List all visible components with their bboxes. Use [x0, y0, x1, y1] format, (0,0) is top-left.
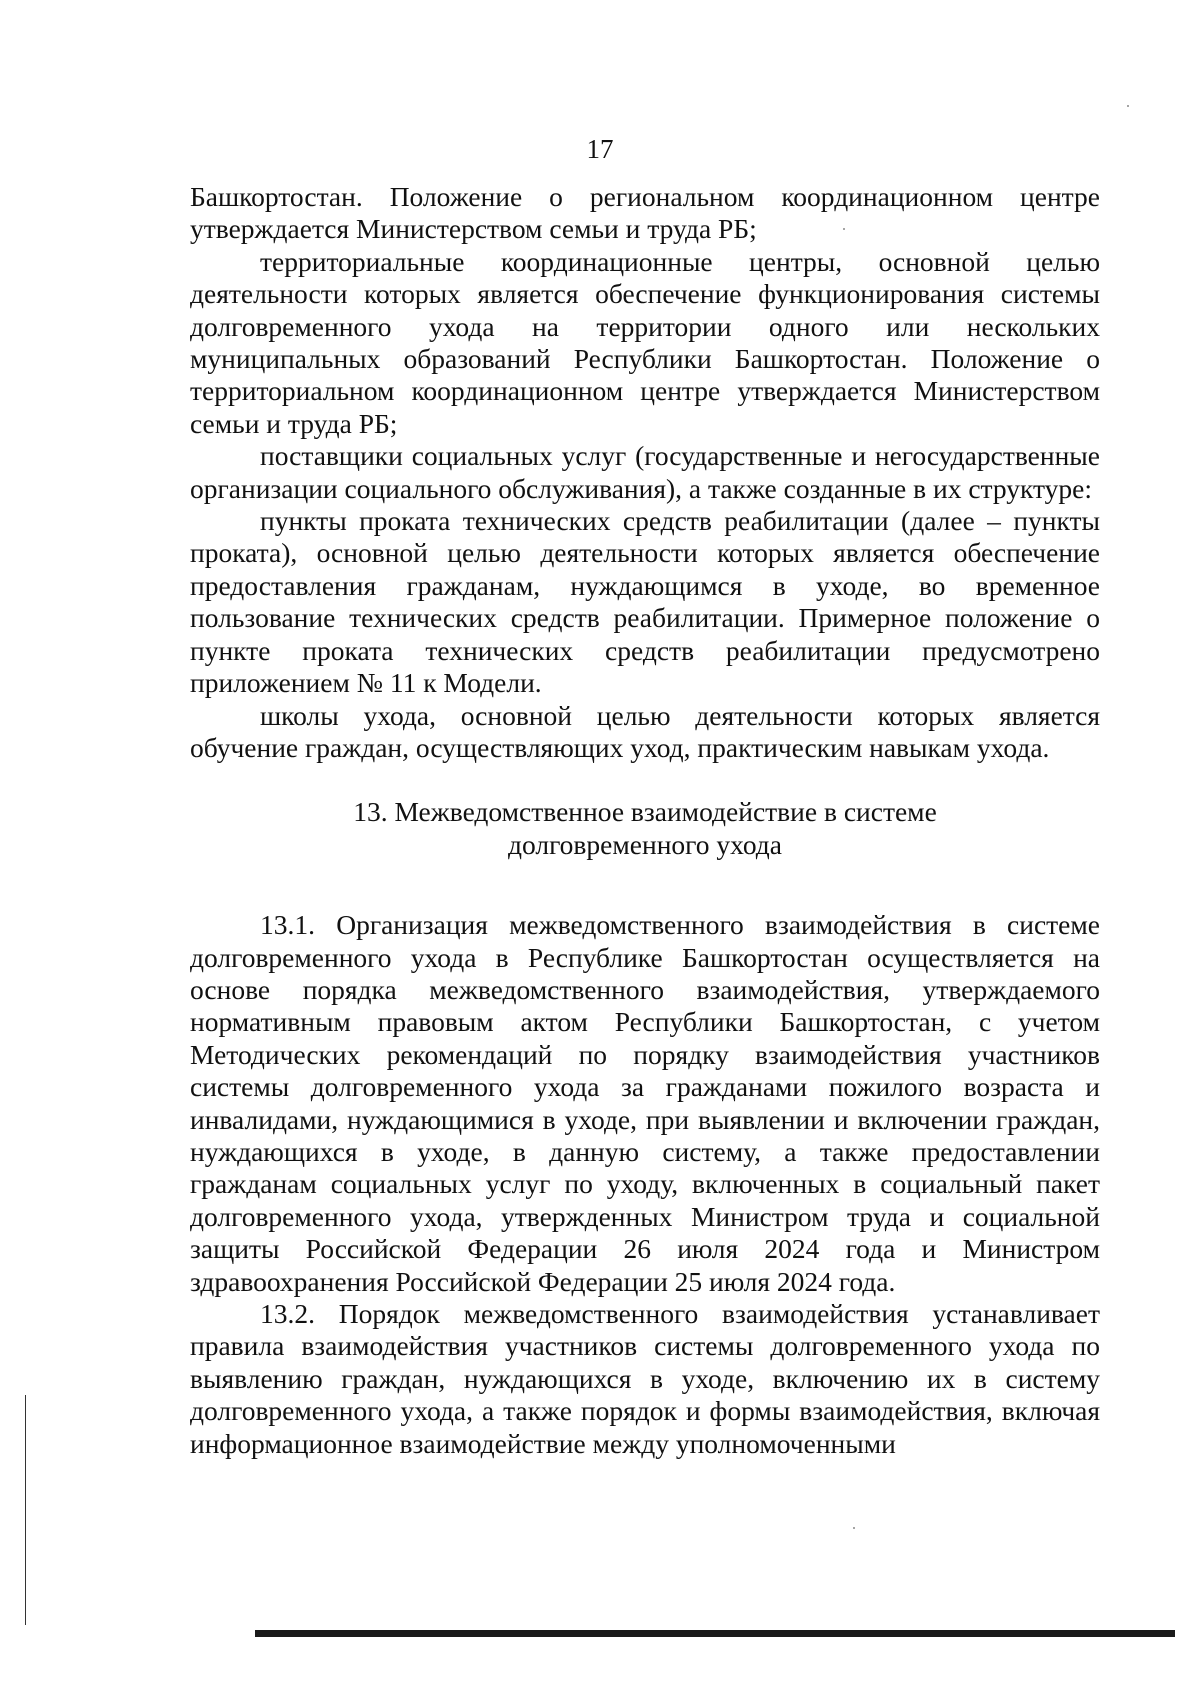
paragraph: 13.1. Организация межведомственного взаимодействия в системе долговременного ухода в Республике Башкортостан осуществляется на основе порядка межведомственного взаимодействия, утверждаемого нормативным правовым актом Республики Башкортостан, с учетом Методических рекомендаций по порядку взаимодействия участников системы долговременного ухода за гражданами пожилого возраста и инвалидами, нуждающимися в уходе, при выявлении и включении граждан, нуждающихся в уходе, в данную систему, а также предоставлении гражданам социальных услуг по уходу, включенных в социальный пакет долговременного ухода, утвержденных Министром труда и социальной защиты Российской Федерации 26 июля 2024 года и Министром здравоохранения Российской Федерации 25 июля 2024 года. — [190, 909, 1100, 1297]
paragraph: поставщики социальных услуг (государственные и негосударственные организации социального обслуживания), а также созданные в их структуре: — [190, 440, 1100, 504]
section-heading-line: 13. Межведомственное взаимодействие в системе — [353, 796, 937, 828]
scan-speck — [853, 1527, 855, 1529]
section-heading-line: долговременного ухода — [507, 828, 782, 860]
scan-margin-line — [25, 1395, 26, 1625]
page-number: 17 — [586, 134, 614, 164]
document-body — [190, 181, 1100, 1460]
paragraph: 13.2. Порядок межведомственного взаимодействия устанавливает правила взаимодействия участников системы долговременного ухода по выявлению граждан, нуждающихся в уходе, включению их в систему долговременного ухода, а также порядок и формы взаимодействия, включая информационное взаимодействие между уполномоченными — [190, 1298, 1100, 1459]
scan-bottom-edge — [255, 1630, 1175, 1637]
paragraph: школы ухода, основной целью деятельности которых является обучение граждан, осуществляющих уход, практическим навыкам ухода. — [190, 699, 1100, 763]
paragraph: пункты проката технических средств реабилитации (далее – пункты проката), основной целью деятельности которых является обеспечение предоставления гражданам, нуждающимся в уходе, во временное пользование технических средств реабилитации. Примерное положение о пункте проката технических средств реабилитации предусмотрено приложением № 11 к Модели. — [190, 505, 1100, 699]
section-heading — [190, 796, 1100, 861]
scan-speck — [1127, 105, 1129, 107]
scan-speck — [843, 228, 845, 230]
paragraph: Башкортостан. Положение о региональном координационном центре утверждается Министерством семьи и труда РБ; — [190, 181, 1100, 245]
paragraph: территориальные координационные центры, основной целью деятельности которых является обеспечение функционирования системы долговременного ухода на территории одного или нескольких муниципальных образований Республики Башкортостан. Положение о территориальном координационном центре утверждается Министерством семьи и труда РБ; — [190, 245, 1100, 439]
